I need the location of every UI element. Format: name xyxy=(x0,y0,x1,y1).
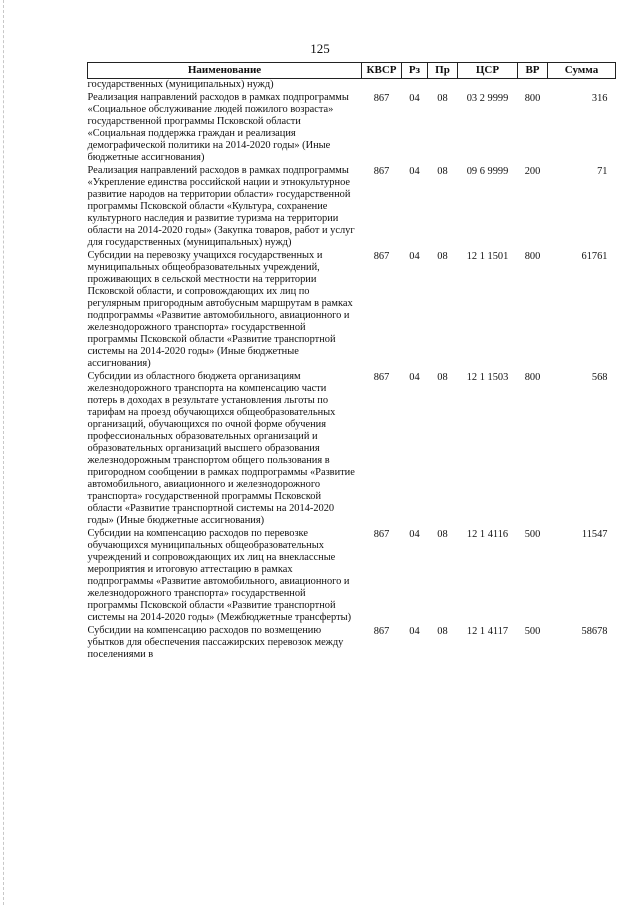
row-kvsr xyxy=(362,79,402,93)
row-csr xyxy=(458,79,518,93)
row-name: Реализация направлений расходов в рамках подпрограммы «Социальное обслуживание людей пожилого возраста» государственной программы Псковской области «Социальная поддержка граждан и реализация демографической политики на 2014-2020 годы» (Иные бюджетные ассигнования) xyxy=(87,92,349,163)
row-csr: 12 1 1501 xyxy=(466,251,509,262)
row-name: Субсидии на компенсацию расходов по перевозке обучающихся муниципальных общеобразовательных учреждений и сопровождающих их лиц на внеклассные мероприятия и итоговую аттестацию в рамках подпрограммы «Развитие автомобильного, авиационного и железнодорожного транспорта» государственной программы Псковской области «Развитие транспортной системы на 2014-2020 годы» (Межбюджетные трансферты) xyxy=(87,528,352,623)
row-rz: 04 xyxy=(409,529,420,540)
row-name: государственных (муниципальных) нужд) xyxy=(87,79,274,90)
row-vr xyxy=(518,79,548,93)
row-sum: 71 xyxy=(597,166,608,177)
row-pr: 08 xyxy=(437,529,448,540)
row-vr: 800 xyxy=(524,93,541,104)
row-name: Субсидии на перевозку учащихся государственных и муниципальных общеобразовательных учреждений, проживающих в сельской местности на территории Псковской области, и сопровождающих их лиц по регулярным пригородным автобусным маршрутам в рамках подпрограммы «Развитие автомобильного, авиационного и железнодорожного транспорта» государственной программы Псковской области «Развитие транспортной системы на 2014-2020 годы» (Иные бюджетные ассигнования) xyxy=(87,250,353,369)
row-csr: 12 1 4117 xyxy=(466,626,509,637)
row-vr: 500 xyxy=(524,626,541,637)
row-vr: 200 xyxy=(524,166,541,177)
row-csr: 09 6 9999 xyxy=(466,166,509,177)
row-rz: 04 xyxy=(409,626,420,637)
row-vr: 800 xyxy=(524,372,541,383)
header-kvsr: КВСР xyxy=(362,63,402,79)
row-pr xyxy=(428,79,458,93)
row-rz: 04 xyxy=(409,93,420,104)
header-csr: ЦСР xyxy=(458,63,518,79)
row-rz xyxy=(402,79,428,93)
header-vr: ВР xyxy=(518,63,548,79)
row-sum: 58678 xyxy=(581,626,608,637)
row-sum: 61761 xyxy=(581,251,608,262)
row-csr: 03 2 9999 xyxy=(466,93,509,104)
row-kvsr: 867 xyxy=(373,93,390,104)
row-pr: 08 xyxy=(437,251,448,262)
row-kvsr: 867 xyxy=(373,251,390,262)
table-row xyxy=(88,165,616,250)
row-rz: 04 xyxy=(409,166,420,177)
row-rz: 04 xyxy=(409,372,420,383)
table-row xyxy=(88,528,616,625)
budget-table xyxy=(87,62,616,662)
header-sum: Сумма xyxy=(548,63,616,79)
row-rz: 04 xyxy=(409,251,420,262)
row-name: Реализация направлений расходов в рамках подпрограммы «Укрепление единства российской нации и этнокультурное развитие народов на территории области» государственной программы Псковской области «Культура, сохранение культурного наследия и развитие туризма на территории области на 2014-2020 годы» (Закупка товаров, работ и услуг для государственных (муниципальных) нужд) xyxy=(87,165,355,248)
header-pr: Пр xyxy=(428,63,458,79)
scan-edge xyxy=(3,0,5,905)
row-kvsr: 867 xyxy=(373,626,390,637)
row-pr: 08 xyxy=(437,626,448,637)
header-name: Наименование xyxy=(88,63,362,79)
row-csr: 12 1 4116 xyxy=(466,529,509,540)
row-vr: 800 xyxy=(524,251,541,262)
row-sum: 11547 xyxy=(581,529,608,540)
page-number: 125 xyxy=(310,41,330,56)
row-kvsr: 867 xyxy=(373,166,390,177)
table-row xyxy=(88,250,616,371)
row-pr: 08 xyxy=(437,93,448,104)
table-row xyxy=(88,92,616,165)
row-kvsr: 867 xyxy=(373,529,390,540)
row-vr: 500 xyxy=(524,529,541,540)
row-sum: 316 xyxy=(591,93,608,104)
row-name: Субсидии из областного бюджета организациям железнодорожного транспорта на компенсацию части потерь в доходах в результате установления льготы по тарифам на проезд обучающихся общеобразовательных организаций, обучающихся по очной форме обучения профессиональных образовательных организаций и образовательных организаций высшего образования железнодорожным транспортом общего пользования в пригородном сообщении в рамках подпрограммы «Развитие автомобильного, авиационного и железнодорожного транспорта» государственной программы Псковской области «Развитие транспортной системы на 2014-2020 годы» (Иные бюджетные ассигнования) xyxy=(87,371,355,526)
row-pr: 08 xyxy=(437,166,448,177)
row-sum: 568 xyxy=(591,372,608,383)
row-name: Субсидии на компенсацию расходов по возмещению убытков для обеспечения пассажирских перевозок между поселениями в xyxy=(87,625,344,660)
row-kvsr: 867 xyxy=(373,372,390,383)
header-rz: Рз xyxy=(402,63,428,79)
row-csr: 12 1 1503 xyxy=(466,372,509,383)
table-row xyxy=(88,371,616,528)
table-row xyxy=(88,79,616,93)
table-row xyxy=(88,625,616,662)
row-sum xyxy=(548,79,616,93)
table-header-row xyxy=(88,63,616,79)
row-pr: 08 xyxy=(437,372,448,383)
